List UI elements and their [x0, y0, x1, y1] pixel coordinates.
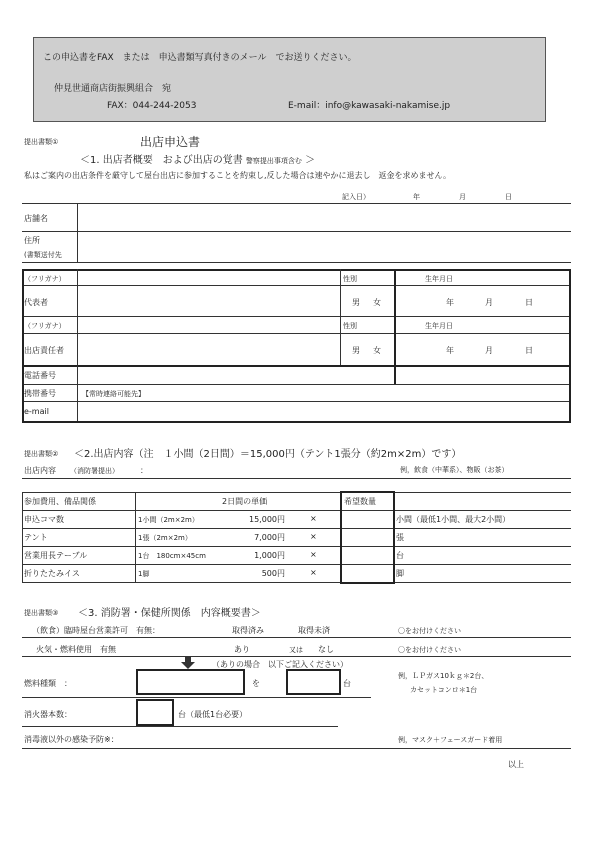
row-unit-after: 小間（最低1小間、最大2小間） [396, 515, 511, 524]
notice-text: この申込書をFAX または 申込書類写真付きのメール でお送りください。 [43, 53, 357, 63]
divider [77, 203, 78, 262]
representative-name-field[interactable] [80, 288, 337, 314]
gender-label: 性別 [343, 275, 357, 283]
date-year: 年 [413, 193, 420, 201]
row-unit: 1張（2m×2m） [138, 534, 192, 542]
rep-male-option[interactable]: 男 [352, 298, 360, 307]
row-times: × [310, 514, 317, 523]
fire-fuel-label: 火気・燃料使用 有無 [36, 645, 116, 654]
section1-heading [80, 151, 315, 166]
divider [22, 285, 571, 286]
section1-heading-note: 警察提出事項含む [245, 157, 302, 165]
row-times: × [310, 550, 317, 559]
row-times: × [310, 568, 317, 577]
fuel-type-label: 燃料種類 ： [24, 679, 72, 688]
furigana-label: （フリガナ） [24, 275, 66, 283]
store-manager-name-field[interactable] [80, 336, 337, 362]
divider [22, 203, 571, 204]
divider [22, 510, 571, 511]
divider [22, 421, 571, 423]
permit-obtained-option[interactable]: 取得済み [232, 626, 264, 635]
extinguisher-note: 台（最低1台必要） [178, 710, 248, 719]
content-example: 例，飲食（中華系）、物販（お茶） [400, 466, 509, 474]
table-header-qty: 希望数量 [344, 497, 376, 506]
furigana-label: （フリガナ） [24, 322, 66, 330]
divider [22, 492, 23, 582]
manager-birth-year: 年 [446, 346, 454, 355]
fire-no-option[interactable]: なし [318, 645, 334, 654]
form-title: 出店申込書 [140, 135, 201, 149]
divider [22, 231, 571, 232]
manager-birth-month: 月 [485, 346, 493, 355]
table-header-item: 参加費用、備品関係 [24, 497, 96, 506]
fuel-example-2: カセットコンロ＊1台 [410, 686, 478, 694]
address-label: 住所 [24, 236, 40, 245]
row-qty-field[interactable] [344, 512, 392, 527]
circle-note-1: 〇をお付けください [398, 627, 461, 635]
mobile-note: 【常時連絡可能先】 [82, 390, 145, 398]
addressee-text: 仲見世通商店街振興組合 宛 [54, 84, 172, 94]
divider [22, 726, 338, 727]
rep-female-option[interactable]: 女 [373, 298, 381, 307]
infection-example: 例，マスク＋フェースガード着用 [398, 736, 503, 744]
store-manager-label: 出店責任者 [24, 346, 64, 355]
row-times: × [310, 532, 317, 541]
divider [394, 269, 396, 384]
divider [22, 748, 571, 749]
date-label: 記入日） [342, 193, 370, 201]
row-unit-after: 張 [396, 533, 404, 542]
rep-birth-day: 日 [525, 298, 533, 307]
email-field[interactable] [80, 404, 566, 419]
row-qty-field[interactable] [344, 566, 392, 581]
row-item: テント [24, 533, 48, 542]
manager-birth-day: 日 [525, 346, 533, 355]
divider [22, 637, 571, 638]
food-permit-label: （飲食）臨時屋台営業許可 有無： [32, 626, 160, 635]
content-field[interactable] [150, 461, 390, 475]
content-label: 出店内容 [24, 466, 56, 475]
row-unit-after: 台 [396, 551, 404, 560]
row-unit: 1脚 [138, 570, 150, 578]
fire-or-text: 又は [289, 646, 303, 654]
row-price: 500円 [261, 569, 285, 578]
fuel-type-field[interactable] [136, 669, 245, 695]
divider [22, 262, 571, 263]
content-note: （消防署提出） [70, 467, 119, 475]
divider [22, 365, 571, 367]
section1-heading-text: ＜1. 出店者概要 および出店の覚書 [80, 155, 243, 166]
fuel-dai-text: 台 [343, 679, 351, 688]
row-price: 7,000円 [254, 533, 285, 542]
end-text: 以上 [508, 760, 524, 769]
manager-female-option[interactable]: 女 [373, 346, 381, 355]
divider [22, 656, 571, 657]
divider [22, 384, 571, 385]
table-header-price: 2日間の単価 [222, 497, 268, 506]
address-note: (書類送付先 [24, 251, 62, 259]
rep-birth-year: 年 [446, 298, 454, 307]
header-notice-box [33, 37, 546, 122]
divider [22, 697, 371, 698]
store-name-label: 店舗名 [24, 214, 48, 223]
fuel-wo-text: を [252, 679, 260, 688]
extinguisher-label: 消火器本数： [24, 710, 72, 719]
doc-label-1: 提出書類① [24, 138, 59, 146]
circle-note-2: 〇をお付けください [398, 646, 461, 654]
divider [22, 528, 571, 529]
section3-heading: ＜3. 消防署・保健所関係 内容概要書＞ [78, 608, 261, 619]
infection-field[interactable] [160, 730, 390, 746]
row-unit: 1小間（2m×2m） [138, 516, 199, 524]
divider [22, 401, 571, 402]
divider [22, 564, 571, 565]
row-price: 15,000円 [249, 515, 285, 524]
birthdate-label: 生年月日 [425, 322, 453, 330]
section2-heading: ＜2.出店内容（注 １小間（2日間）＝15,000円（テント1張分（約2m×2m）です） [74, 449, 462, 460]
divider [22, 478, 571, 479]
email-label: e-mail [24, 407, 49, 416]
fuel-example-1: 例，ＬＰガス10ｋｇ＊2台、 [398, 672, 489, 680]
divider [135, 492, 136, 582]
divider [22, 492, 571, 493]
date-month: 月 [459, 193, 466, 201]
gender-label: 性別 [343, 322, 357, 330]
doc-label-2: 提出書類② [24, 450, 59, 458]
row-item: 営業用長テーブル [24, 551, 88, 560]
manager-male-option[interactable]: 男 [352, 346, 360, 355]
phone-field[interactable] [80, 368, 390, 382]
permit-not-obtained-option[interactable]: 取得未済 [298, 626, 330, 635]
divider [569, 269, 571, 421]
row-unit: 1台 180cm×45cm [138, 552, 206, 560]
row-unit-after: 脚 [396, 569, 404, 578]
extinguisher-count-field[interactable] [136, 699, 174, 726]
infection-label: 消毒液以外の感染予防※： [24, 735, 119, 744]
date-day: 日 [505, 193, 512, 201]
row-qty-field[interactable] [344, 548, 392, 563]
section1-heading-end: ＞ [305, 155, 316, 166]
if-yes-note: （ありの場合 以下ご記入ください） [212, 660, 348, 669]
rep-birth-month: 月 [485, 298, 493, 307]
address-field[interactable] [80, 234, 568, 260]
divider [340, 269, 341, 365]
fire-yes-option[interactable]: あり [234, 645, 250, 654]
divider [22, 269, 571, 271]
fax-number: FAX：044-244-2053 [107, 101, 197, 111]
mobile-label: 携帯番号 [24, 389, 56, 398]
row-price: 1,000円 [254, 551, 285, 560]
pledge-text: 私はご案内の出店条件を厳守して屋台出店に参加することを約束し,反した場合は速やかに退去し 返金を求めません。 [24, 171, 452, 180]
representative-label: 代表者 [24, 298, 48, 307]
divider [22, 546, 571, 547]
down-arrow-icon [181, 656, 195, 670]
divider [22, 333, 571, 334]
contact-email: E-mail：info@kawasaki-nakamise.jp [288, 101, 451, 111]
fuel-count-field[interactable] [286, 669, 341, 695]
birthdate-label: 生年月日 [425, 275, 453, 283]
phone-label: 電話番号 [24, 371, 56, 380]
row-item: 折りたたみイス [24, 569, 80, 578]
doc-label-3: 提出書類③ [24, 609, 59, 617]
content-colon: ： [140, 466, 148, 475]
store-name-field[interactable] [80, 206, 568, 229]
divider [77, 269, 78, 421]
divider [22, 582, 571, 583]
row-qty-field[interactable] [344, 530, 392, 545]
divider [22, 316, 571, 317]
row-item: 申込コマ数 [24, 515, 64, 524]
